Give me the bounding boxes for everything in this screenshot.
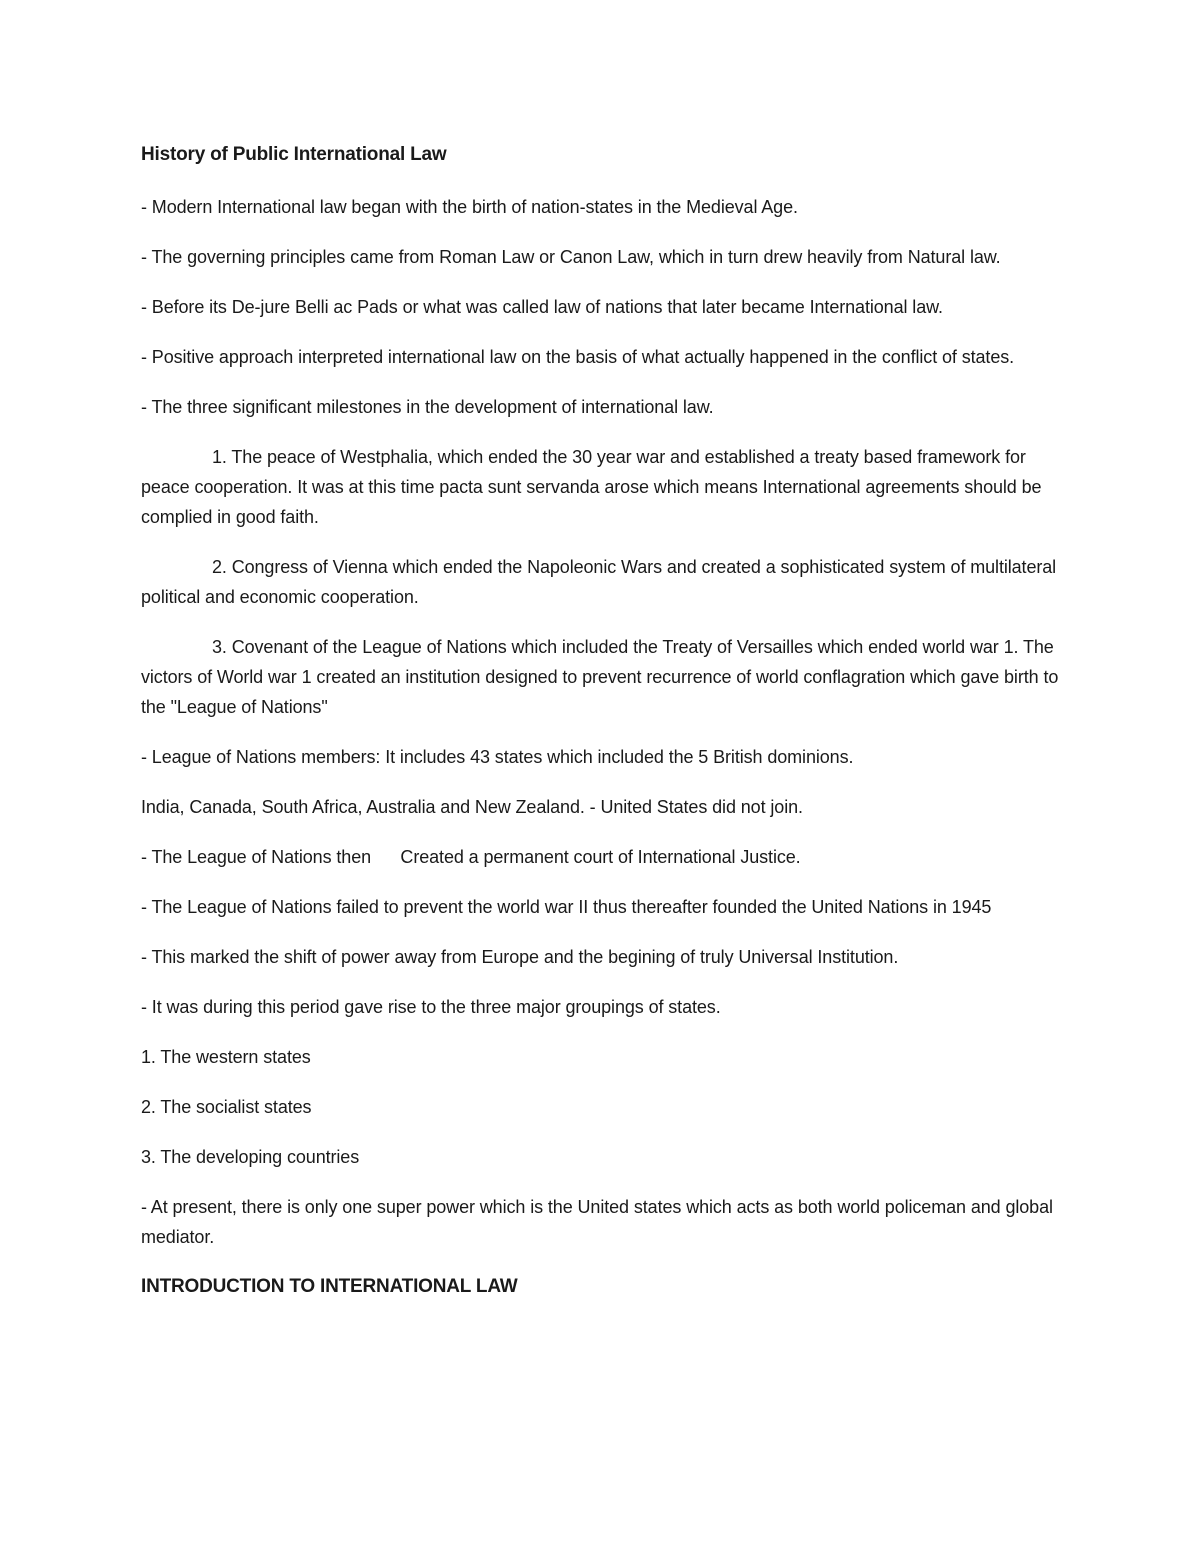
grouping-item: 3. The developing countries <box>141 1147 360 1167</box>
milestone-item: 3. Covenant of the League of Nations which included the Treaty of Versailles which ended world war 1. The victors of World war 1 created an institution designed to prevent recurrence of world conflagration which gave birth to the "League of Nations" <box>141 637 1059 717</box>
paragraph: - League of Nations members: It includes 43 states which included the 5 British dominions. <box>141 747 854 767</box>
paragraph: - The League of Nations failed to prevent the world war II thus thereafter founded the United Nations in 1945 <box>141 897 992 917</box>
paragraph: - Modern International law began with the birth of nation-states in the Medieval Age. <box>141 197 798 217</box>
paragraph: - It was during this period gave rise to the three major groupings of states. <box>141 997 721 1017</box>
paragraph: - Positive approach interpreted international law on the basis of what actually happened in the conflict of states. <box>141 347 1015 367</box>
document-title: History of Public International Law <box>141 144 447 165</box>
paragraph: - At present, there is only one super power which is the United states which acts as both world policeman and global mediator. <box>141 1197 1053 1247</box>
section-heading: INTRODUCTION TO INTERNATIONAL LAW <box>141 1276 518 1297</box>
milestone-item: 1. The peace of Westphalia, which ended the 30 year war and established a treaty based framework for peace cooperation. It was at this time pacta sunt servanda arose which means International agreements should be complied in good faith. <box>141 447 1042 527</box>
grouping-item: 2. The socialist states <box>141 1097 312 1117</box>
grouping-item: 1. The western states <box>141 1047 311 1067</box>
paragraph: - The League of Nations then Created a permanent court of International Justice. <box>141 847 801 867</box>
milestone-item: 2. Congress of Vienna which ended the Napoleonic Wars and created a sophisticated system of multilateral political and economic cooperation. <box>141 557 1057 607</box>
paragraph: - The three significant milestones in the development of international law. <box>141 397 714 417</box>
paragraph: - Before its De-jure Belli ac Pads or what was called law of nations that later became International law. <box>141 297 943 317</box>
document-page <box>141 140 1066 1302</box>
paragraph: - This marked the shift of power away from Europe and the begining of truly Universal Institution. <box>141 947 899 967</box>
paragraph: - The governing principles came from Roman Law or Canon Law, which in turn drew heavily from Natural law. <box>141 247 1001 267</box>
paragraph: India, Canada, South Africa, Australia and New Zealand. - United States did not join. <box>141 797 803 817</box>
